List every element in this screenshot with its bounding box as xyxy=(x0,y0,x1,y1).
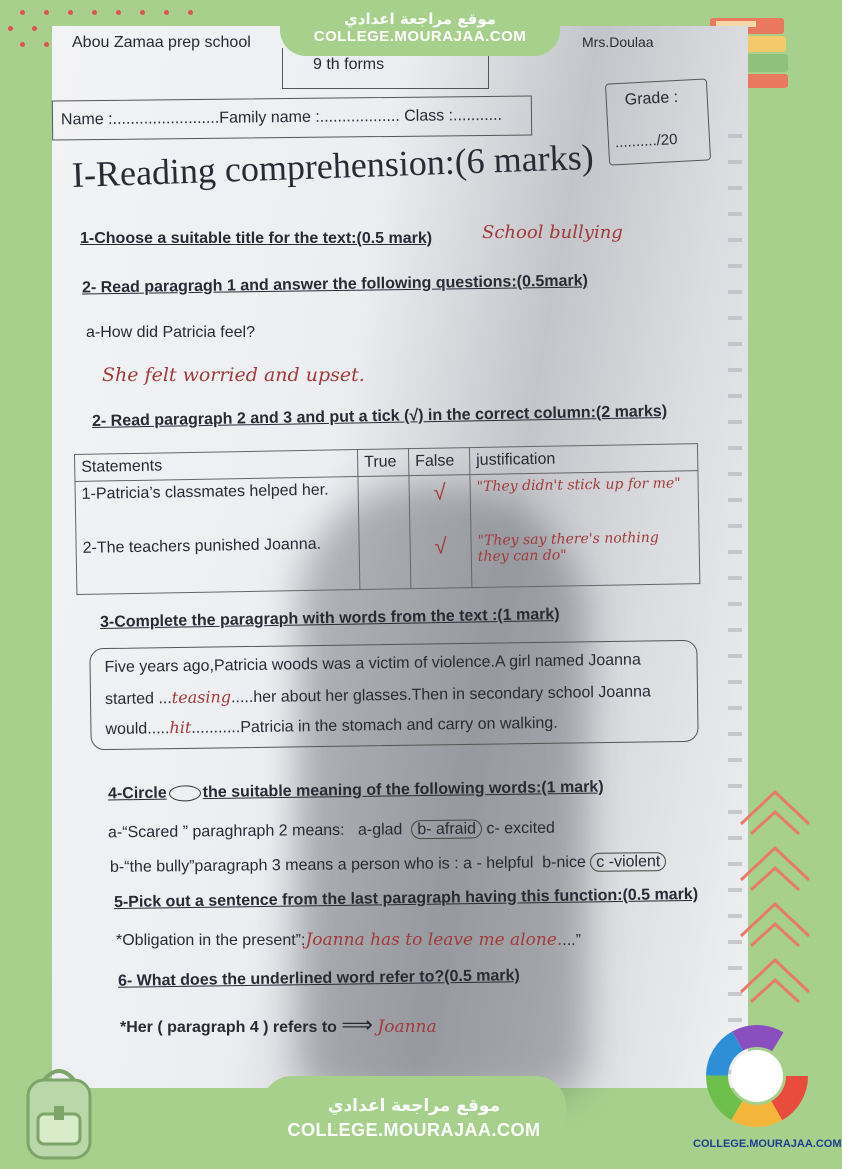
statement-cell: 1-Patricia’s classmates helped her. xyxy=(75,477,359,536)
bottom-site-banner xyxy=(262,1076,566,1169)
true-cell xyxy=(359,530,411,589)
q4b-option-2: b-nice xyxy=(542,853,586,872)
true-cell xyxy=(358,476,410,531)
q2-prompt: 2- Read paragragh 1 and answer the following questions:(0.5mark) xyxy=(81,272,588,297)
logo-text: COLLEGE.MOURAJAA.COM xyxy=(693,1138,842,1150)
table-row xyxy=(76,525,700,594)
justification-cell: "They say there's nothing they can do" xyxy=(471,525,700,587)
site-logo xyxy=(693,1020,842,1160)
chevron-up-icon xyxy=(735,836,815,896)
header-false: False xyxy=(408,448,469,476)
grade-label: Grade : xyxy=(624,88,679,109)
arrow-right-icon: ⟹ xyxy=(341,1012,373,1037)
q5-line: *Obligation in the present”:Joanna has to leave me alone....” xyxy=(116,930,581,950)
backpack-icon xyxy=(14,1062,104,1162)
true-false-table xyxy=(74,443,700,595)
grade-box xyxy=(605,78,711,165)
justification-cell: "They didn't stick up for me" xyxy=(470,471,699,529)
q4a-option-3: c- excited xyxy=(486,819,555,838)
q4a-option-2-circled: b- afraid xyxy=(411,819,482,839)
school-name: Abou Zamaa prep school xyxy=(72,34,251,51)
blank-2-answer: hit xyxy=(169,717,192,738)
exam-paper xyxy=(52,26,748,1088)
line2-start: started xyxy=(104,690,155,709)
student-info-box xyxy=(52,95,532,140)
q4b-text: b-“the bully”paragraph 3 means a person who is : xyxy=(109,855,459,876)
forms-label: 9 th forms xyxy=(313,56,385,73)
statement-cell: 2-The teachers punished Joanna. xyxy=(76,531,360,594)
q4-prompt-start: 4-Circle xyxy=(107,784,167,803)
chevron-up-icon xyxy=(735,948,815,1008)
paragraph-line-1: Five years ago,Patricia woods was a victim of violence.A girl named Joanna xyxy=(104,651,641,677)
blank-1-answer: teasing xyxy=(171,687,232,708)
false-cell: √ xyxy=(410,529,472,589)
line3-start: would xyxy=(105,720,148,739)
q2-sub-question: a-How did Patricia feel? xyxy=(86,324,255,341)
chevron-up-icon xyxy=(735,892,815,952)
q2b-prompt: 2- Read paragraph 2 and 3 and put a tick (√) in the correct column:(2 marks) xyxy=(91,402,668,431)
chevron-up-icon xyxy=(735,780,815,840)
q4a-text: a-“Scared ” paraghraph 2 means: xyxy=(107,821,345,842)
q5-prompt: 5-Pick out a sentence from the last paragraph having this function:(0.5 mark) xyxy=(113,885,699,912)
line3-end: Patricia in the stomach and carry on walking. xyxy=(240,714,558,737)
header-justification: justification xyxy=(469,444,697,475)
bottom-banner-domain[interactable]: COLLEGE.MOURAJAA.COM xyxy=(287,1120,541,1140)
q1-prompt: 1-Choose a suitable title for the text:(0.5 mark) xyxy=(80,230,433,247)
student-fields: Name :........................Family name :.................. Class :........... xyxy=(60,106,503,129)
section-title: I-Reading comprehension:(6 marks) xyxy=(71,136,595,195)
line2-end: her about her glasses.Then in secondary school Joanna xyxy=(253,683,651,706)
header-statements: Statements xyxy=(75,450,358,482)
q1-answer: School bullying xyxy=(482,222,623,243)
false-cell: √ xyxy=(409,475,471,531)
top-banner-domain[interactable]: COLLEGE.MOURAJAA.COM xyxy=(313,28,527,45)
paragraph-line-2: started ...teasing.....her about her glasses.Then in secondary school Joanna xyxy=(104,683,651,709)
bottom-banner-arabic: موقع مراجعة اعدادي xyxy=(327,1096,501,1116)
logo-ring-icon xyxy=(695,1020,819,1136)
q4b-option-1: a - helpful xyxy=(462,854,534,873)
q5-label: *Obligation in the present”: xyxy=(116,932,306,949)
q6-prompt: 6- What does the underlined word refer to?(0.5 mark) xyxy=(117,967,520,990)
q4-prompt-end: the suitable meaning of the following words:(1 mark) xyxy=(202,778,604,802)
q3-prompt: 3-Complete the paragraph with words from the text :(1 mark) xyxy=(99,605,560,632)
paragraph-line-3: would.....hit...........Patricia in the stomach and carry on walking. xyxy=(105,714,558,739)
q2-answer: She felt worried and upset. xyxy=(102,364,365,386)
q6-line xyxy=(120,1012,437,1038)
top-site-banner xyxy=(280,0,560,56)
q6-label: *Her ( paragraph 4 ) refers to xyxy=(120,1019,337,1036)
q5-answer: Joanna has to leave me alone. xyxy=(305,930,563,950)
q4b-option-3-circled: c -violent xyxy=(590,852,666,872)
q4a-option-1: a-glad xyxy=(357,821,403,839)
q6-answer: Joanna xyxy=(377,1017,437,1037)
top-banner-arabic: موقع مراجعة اعدادي xyxy=(344,10,496,28)
header-true: True xyxy=(357,449,408,477)
paragraph-box xyxy=(89,640,698,750)
teacher-name: Mrs.Doulaa xyxy=(582,34,654,50)
grade-value: ........../20 xyxy=(614,131,678,152)
circle-icon xyxy=(169,785,201,801)
